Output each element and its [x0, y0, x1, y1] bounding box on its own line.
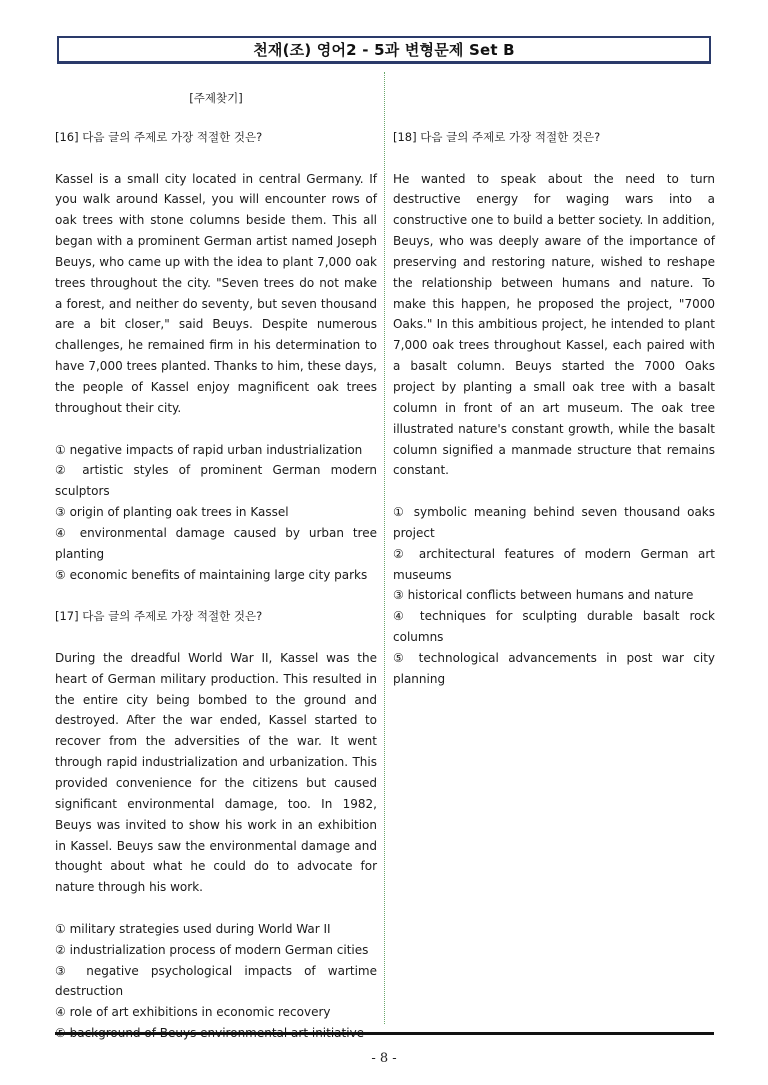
answer-option: ③ historical conflicts between humans and nature	[393, 588, 694, 603]
answer-option: ④ environmental damage caused by urban tree planting	[55, 525, 377, 561]
left-column	[55, 84, 377, 1044]
question-16-heading: [16] 다음 글의 주제로 가장 적절한 것은?	[55, 129, 263, 144]
right-column	[393, 84, 715, 690]
footer-rule	[55, 1032, 714, 1035]
answer-option: ⑤ technological advancements in post war city planning	[393, 650, 715, 686]
question-17-heading: [17] 다음 글의 주제로 가장 적절한 것은?	[55, 609, 263, 624]
answer-option: ① negative impacts of rapid urban industrialization	[55, 442, 363, 457]
answer-option: ④ role of art exhibitions in economic recovery	[55, 1005, 331, 1020]
answer-option: ⑤ economic benefits of maintaining large city parks	[55, 567, 368, 582]
answer-option: ② artistic styles of prominent German modern sculptors	[55, 463, 377, 499]
question-18-passage: He wanted to speak about the need to turn destructive energy for waging wars into a constructive one to build a better society. In addition, Beuys, who was deeply aware of the importance of preserving and restoring nature, wished to reshape the relationship between humans and nature. To make this happen, he proposed the project, "7000 Oaks." In this ambitious project, he intended to plant 7,000 oak trees throughout Kassel, each paired with a basalt column. Beuys started the 7000 Oaks project by planting a small oak tree with a basalt column in front of an art museum. The oak tree illustrated nature's constant growth, while the basalt column signified a manmade structure that remains constant.	[393, 171, 715, 478]
column-divider	[384, 72, 385, 1024]
question-17-options	[55, 919, 377, 1044]
answer-option: ③ origin of planting oak trees in Kassel	[55, 505, 289, 520]
question-16-passage: Kassel is a small city located in central Germany. If you walk around Kassel, you will encounter rows of oak trees with stone columns beside them. This all began with a prominent German artist named Joseph Beuys, who came up with the idea to plant 7,000 oak trees throughout the city. "Seven trees do not make a forest, and neither do seventy, but seven thousand are a bit closer," said Beuys. Despite numerous challenges, he remained firm in his determination to have 7,000 trees planted. Thanks to him, these days, the people of Kassel enjoy magnificent oak trees throughout their city.	[55, 171, 377, 415]
answer-option: ① military strategies used during World War II	[55, 921, 331, 936]
question-17-passage: During the dreadful World War II, Kassel was the heart of German military production. This resulted in the entire city being bombed to the ground and destroyed. After the war ended, Kassel started to recover from the adversities of the war. It went through rapid industrialization and urbanization. This provided convenience for the citizens but caused significant environmental damage, too. In 1982, Beuys was invited to show his work in an exhibition in Kassel. Beuys saw the environmental damage and thought about what he could do to advocate for nature through his work.	[55, 650, 377, 895]
page-title: 천재(조) 영어2 - 5과 변형문제 Set B	[253, 41, 515, 59]
answer-option: ② industrialization process of modern German cities	[55, 942, 369, 957]
question-16-options	[55, 440, 377, 586]
page-number: - 8 -	[371, 1051, 397, 1066]
section-label: [주제찾기]	[189, 91, 243, 105]
answer-option: ② architectural features of modern German art museums	[393, 546, 715, 582]
answer-option: ① symbolic meaning behind seven thousand oaks project	[393, 505, 715, 540]
question-18-heading: [18] 다음 글의 주제로 가장 적절한 것은?	[393, 129, 601, 144]
answer-option: ③ negative psychological impacts of wartime destruction	[55, 963, 377, 999]
answer-option: ④ techniques for sculpting durable basalt rock columns	[393, 609, 715, 645]
question-18-options	[393, 502, 715, 690]
header-box	[57, 36, 711, 64]
